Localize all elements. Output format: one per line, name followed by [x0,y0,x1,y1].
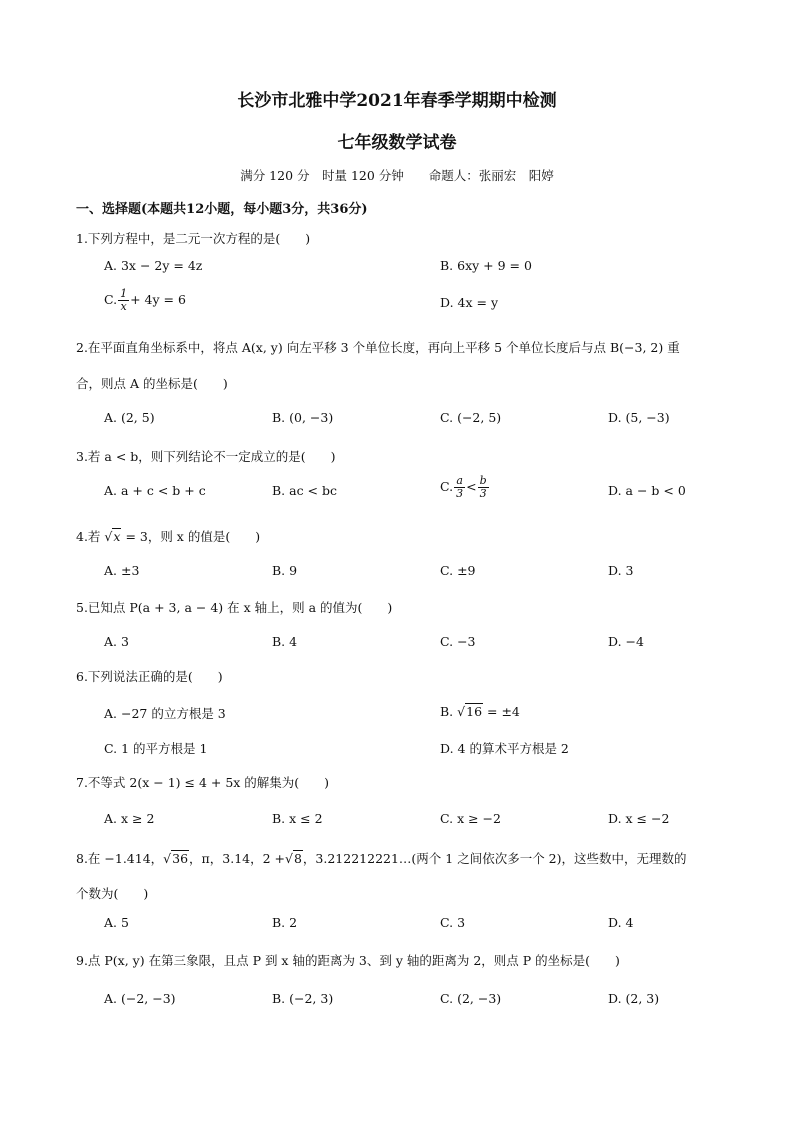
page-subtitle: 七年级数学试卷 [337,133,457,153]
radicand: 36 [172,851,189,866]
question-5-option-d: D. −4 [608,634,644,649]
question-4-stem-pre: 4.若 [76,529,101,544]
option-b-prefix: B. [440,704,454,719]
question-8-option-c: C. 3 [440,915,466,930]
question-6-stem: 6.下列说法正确的是( ) [76,669,223,684]
question-9-option-a: A. (−2, −3) [104,991,176,1006]
question-9-option-c: C. (2, −3) [440,991,502,1006]
question-7-option-d: D. x ≤ −2 [608,811,670,826]
question-1-option-c [104,288,186,313]
question-3-stem: 3.若 a < b，则下列结论不一定成立的是( ) [76,449,336,464]
question-4-option-d: D. 3 [608,563,634,578]
question-2-stem-line2: 合，则点 A 的坐标是( ) [76,376,228,391]
question-6-option-b [440,704,520,719]
option-c-rest: + 4y = 6 [130,292,186,307]
question-2-option-a: A. (2, 5) [104,410,155,425]
square-root: √x [104,529,121,544]
fraction [454,475,465,500]
question-8-stem-line2: 个数为( ) [76,886,149,901]
exam-info: 满分 120 分 时量 120 分钟 命题人：张丽宏 阳婷 [240,168,554,183]
question-4-option-b: B. 9 [272,563,298,578]
fraction-numerator: b [479,474,487,487]
option-c-prefix: C. [104,292,118,307]
question-6-option-a: A. −27 的立方根是 3 [104,706,226,721]
question-8-option-b: B. 2 [272,915,298,930]
question-5-stem: 5.已知点 P(a + 3, a − 4) 在 x 轴上，则 a 的值为( ) [76,600,393,615]
question-2-option-c: C. (−2, 5) [440,410,502,425]
question-4-stem [76,527,260,545]
fraction-numerator: a [454,475,465,488]
question-6-option-d: D. 4 的算术平方根是 2 [440,741,569,756]
question-8-stem-post: ，3.212212221…(两个 1 之间依次多一个 2)，这些数中，无理数的 [302,851,687,866]
question-8-stem-pre: 8.在 −1.414， [76,851,164,866]
question-3-option-c [440,475,490,500]
question-5-option-c: C. −3 [440,634,476,649]
question-1-option-b: B. 6xy + 9 = 0 [440,258,532,273]
question-8-option-d: D. 4 [608,915,634,930]
square-root: √36 [163,851,189,866]
square-root: √8 [285,851,302,866]
radicand: 16 [466,704,483,719]
question-8-stem-line1 [76,849,687,867]
question-6-option-c: C. 1 的平方根是 1 [104,741,208,756]
question-4-stem-post: = 3，则 x 的值是( ) [125,529,261,544]
question-3-option-b: B. ac < bc [272,483,338,498]
question-5-option-a: A. 3 [104,634,129,649]
question-4-option-a: A. ±3 [104,563,140,578]
less-than-sign: < [466,479,477,494]
fraction-numerator: 1 [120,287,128,300]
fraction-denominator: 3 [456,487,464,500]
question-2-option-d: D. (5, −3) [608,410,670,425]
question-5-option-b: B. 4 [272,634,298,649]
question-9-stem: 9.点 P(x, y) 在第三象限，且点 P 到 x 轴的距离为 3、到 y 轴的距离为 2，则点 P 的坐标是( ) [76,953,620,968]
question-9-option-d: D. (2, 3) [608,991,660,1006]
square-root: √16 [457,704,483,719]
radicand: x [113,529,121,544]
radicand: 8 [293,851,302,866]
question-8-stem-mid: ，π，3.14，2 + [189,851,285,866]
question-1-option-d: D. 4x = y [440,295,499,310]
section-heading: 一、选择题(本题共12小题，每小题3分，共36分) [76,202,368,217]
question-4-option-c: C. ±9 [440,563,476,578]
question-2-stem-line1: 2.在平面直角坐标系中，将点 A(x, y) 向左平移 3 个单位长度，再向上平移 5 个单位长度后与点 B(−3, 2) 重 [76,340,680,355]
question-8-option-a: A. 5 [104,915,129,930]
question-7-stem: 7.不等式 2(x − 1) ≤ 4 + 5x 的解集为( ) [76,775,330,790]
fraction-denominator: 3 [479,487,487,500]
fraction-denominator: x [120,300,127,313]
fraction [478,475,489,500]
fraction [118,288,129,313]
question-2-option-b: B. (0, −3) [272,410,334,425]
question-7-option-a: A. x ≥ 2 [104,811,155,826]
question-7-option-b: B. x ≤ 2 [272,811,323,826]
question-9-option-b: B. (−2, 3) [272,991,334,1006]
question-7-option-c: C. x ≥ −2 [440,811,501,826]
question-3-option-d: D. a − b < 0 [608,483,686,498]
option-c-prefix: C. [440,479,454,494]
option-b-rest: = ±4 [487,704,520,719]
page-title: 长沙市北雅中学2021年春季学期期中检测 [237,91,557,111]
question-1-stem: 1.下列方程中，是二元一次方程的是( ) [76,231,311,246]
question-3-option-a: A. a + c < b + c [104,483,206,498]
question-1-option-a: A. 3x − 2y = 4z [104,258,203,273]
